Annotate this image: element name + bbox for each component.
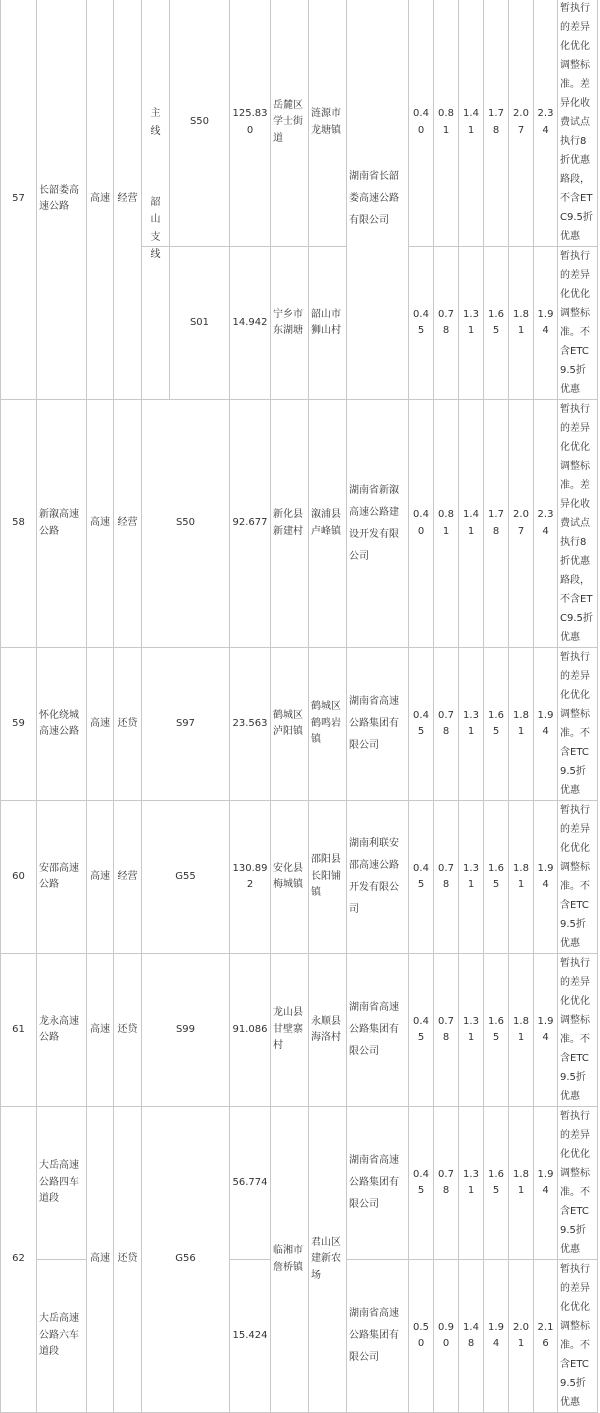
end-point: 君山区建新农场 (309, 1107, 347, 1413)
segment-name-text: 主线 (150, 108, 161, 137)
table-row (1, 400, 598, 648)
rate-class-2: 0.78 (434, 247, 459, 400)
route-code: S99 (142, 954, 230, 1107)
rate-class-4: 1.65 (484, 954, 509, 1107)
segment-name (142, 196, 170, 400)
remark: 暂执行的差异化优化调整标准。不含ETC9.5折优惠 (558, 954, 598, 1107)
road-grade: 高速 (87, 1107, 114, 1413)
end-point: 韶山市狮山村 (309, 247, 347, 400)
rate-class-2: 0.78 (434, 954, 459, 1107)
rate-class-4: 1.65 (484, 247, 509, 400)
road-grade: 高速 (87, 801, 114, 954)
end-point: 永顺县海洛村 (309, 954, 347, 1107)
rate-class-4: 1.94 (484, 1260, 509, 1413)
start-point: 新化县新建村 (271, 400, 309, 648)
start-point: 安化县梅城镇 (271, 801, 309, 954)
operating-company: 湖南利联安邵高速公路开发有限公司 (347, 801, 409, 954)
rate-class-1: 0.40 (409, 0, 434, 247)
length-km: 91.086 (230, 954, 271, 1107)
rate-class-5: 1.81 (509, 801, 534, 954)
rate-class-3: 1.41 (459, 400, 484, 648)
road-name: 安邵高速公路 (37, 801, 87, 954)
road-grade: 高速 (87, 954, 114, 1107)
rate-class-4: 1.65 (484, 801, 509, 954)
rate-class-5: 2.01 (509, 1260, 534, 1413)
length-km: 15.424 (230, 1260, 271, 1413)
rate-class-5: 2.07 (509, 400, 534, 648)
start-point: 宁乡市东湖塘 (271, 247, 309, 400)
rate-class-4: 1.65 (484, 1107, 509, 1260)
operating-company: 湖南省高速公路集团有限公司 (347, 648, 409, 801)
route-code: G56 (142, 1107, 230, 1413)
operating-company: 湖南省高速公路集团有限公司 (347, 1107, 409, 1260)
road-grade: 高速 (87, 0, 114, 400)
remark: 暂执行的差异化优化调整标准。不含ETC9.5折优惠 (558, 1107, 598, 1260)
rate-class-3: 1.31 (459, 247, 484, 400)
start-point: 岳麓区学士街道 (271, 0, 309, 247)
rate-class-5: 2.07 (509, 0, 534, 247)
rate-class-6: 2.16 (534, 1260, 558, 1413)
start-point: 鹤城区泸阳镇 (271, 648, 309, 801)
length-km: 125.830 (230, 0, 271, 247)
road-grade: 高速 (87, 648, 114, 801)
rate-class-6: 1.94 (534, 801, 558, 954)
rate-class-1: 0.45 (409, 1107, 434, 1260)
rate-class-1: 0.45 (409, 954, 434, 1107)
remark: 暂执行的差异化优化调整标准。不含ETC9.5折优惠 (558, 801, 598, 954)
table-row (1, 0, 598, 247)
row-number: 58 (1, 400, 37, 648)
length-km: 56.774 (230, 1107, 271, 1260)
route-code: S50 (142, 400, 230, 648)
rate-class-1: 0.45 (409, 247, 434, 400)
route-code: S50 (170, 0, 230, 247)
rate-class-1: 0.40 (409, 400, 434, 648)
row-number: 60 (1, 801, 37, 954)
road-name: 怀化绕城高速公路 (37, 648, 87, 801)
operating-company: 湖南省高速公路集团有限公司 (347, 1260, 409, 1413)
rate-class-1: 0.50 (409, 1260, 434, 1413)
length-km: 23.563 (230, 648, 271, 801)
rate-class-2: 0.81 (434, 400, 459, 648)
rate-class-6: 1.94 (534, 247, 558, 400)
remark: 暂执行的差异化优化调整标准。不含ETC9.5折优惠 (558, 1260, 598, 1413)
end-point: 邵阳县长阳铺镇 (309, 801, 347, 954)
rate-class-5: 1.81 (509, 954, 534, 1107)
rate-class-4: 1.78 (484, 400, 509, 648)
end-point: 溆浦县卢峰镇 (309, 400, 347, 648)
length-km: 92.677 (230, 400, 271, 648)
road-grade: 高速 (87, 400, 114, 648)
rate-class-4: 1.78 (484, 0, 509, 247)
table-row (1, 648, 598, 801)
road-name: 大岳高速公路四车道段 (37, 1107, 87, 1260)
remark: 暂执行的差异化优化调整标准。差异化收费试点执行8折优惠路段，不含ETC9.5折优惠 (558, 0, 598, 247)
start-point: 临湘市詹桥镇 (271, 1107, 309, 1413)
rate-class-5: 1.81 (509, 648, 534, 801)
rate-class-3: 1.31 (459, 954, 484, 1107)
segment-name-text: 韶山支线 (150, 196, 161, 260)
rate-class-2: 0.81 (434, 0, 459, 247)
row-number: 59 (1, 648, 37, 801)
rate-class-3: 1.31 (459, 801, 484, 954)
remark: 暂执行的差异化优化调整标准。不含ETC9.5折优惠 (558, 648, 598, 801)
length-km: 14.942 (230, 247, 271, 400)
operating-company: 湖南省长韶娄高速公路有限公司 (347, 0, 409, 400)
rate-class-3: 1.48 (459, 1260, 484, 1413)
rate-class-1: 0.45 (409, 801, 434, 954)
rate-class-3: 1.41 (459, 0, 484, 247)
rate-class-6: 2.34 (534, 400, 558, 648)
road-nature: 经营 (114, 801, 142, 954)
rate-class-6: 1.94 (534, 648, 558, 801)
remark: 暂执行的差异化优化调整标准。差异化收费试点执行8折优惠路段，不含ETC9.5折优惠 (558, 400, 598, 648)
road-name: 龙永高速公路 (37, 954, 87, 1107)
rate-class-2: 0.78 (434, 648, 459, 801)
start-point: 龙山县甘壁寨村 (271, 954, 309, 1107)
end-point: 涟源市龙塘镇 (309, 0, 347, 247)
row-number: 57 (1, 0, 37, 400)
table-row (1, 801, 598, 954)
route-code: S01 (170, 247, 230, 400)
road-name: 大岳高速公路六车道段 (37, 1260, 87, 1413)
end-point: 鹤城区鹤鸣岩镇 (309, 648, 347, 801)
rate-class-3: 1.31 (459, 1107, 484, 1260)
road-nature: 还贷 (114, 648, 142, 801)
rate-class-5: 1.81 (509, 247, 534, 400)
length-km: 130.892 (230, 801, 271, 954)
rate-class-6: 1.94 (534, 954, 558, 1107)
rate-class-1: 0.45 (409, 648, 434, 801)
rate-class-6: 1.94 (534, 1107, 558, 1260)
road-nature: 经营 (114, 0, 142, 400)
row-number: 62 (1, 1107, 37, 1413)
road-name: 长韶娄高速公路 (37, 0, 87, 400)
road-nature: 还贷 (114, 1107, 142, 1413)
route-code: G55 (142, 801, 230, 954)
rate-class-2: 0.90 (434, 1260, 459, 1413)
rate-class-4: 1.65 (484, 648, 509, 801)
rate-class-2: 0.78 (434, 801, 459, 954)
road-name: 新溆高速公路 (37, 400, 87, 648)
remark: 暂执行的差异化优化调整标准。不含ETC9.5折优惠 (558, 247, 598, 400)
route-code: S97 (142, 648, 230, 801)
row-number: 61 (1, 954, 37, 1107)
road-nature: 还贷 (114, 954, 142, 1107)
table-row (1, 954, 598, 1107)
table-row (1, 1107, 598, 1260)
road-nature: 经营 (114, 400, 142, 648)
operating-company: 湖南省新溆高速公路建设开发有限公司 (347, 400, 409, 648)
rate-class-5: 1.81 (509, 1107, 534, 1260)
operating-company: 湖南省高速公路集团有限公司 (347, 954, 409, 1107)
rate-class-6: 2.34 (534, 0, 558, 247)
rate-class-2: 0.78 (434, 1107, 459, 1260)
rate-class-3: 1.31 (459, 648, 484, 801)
